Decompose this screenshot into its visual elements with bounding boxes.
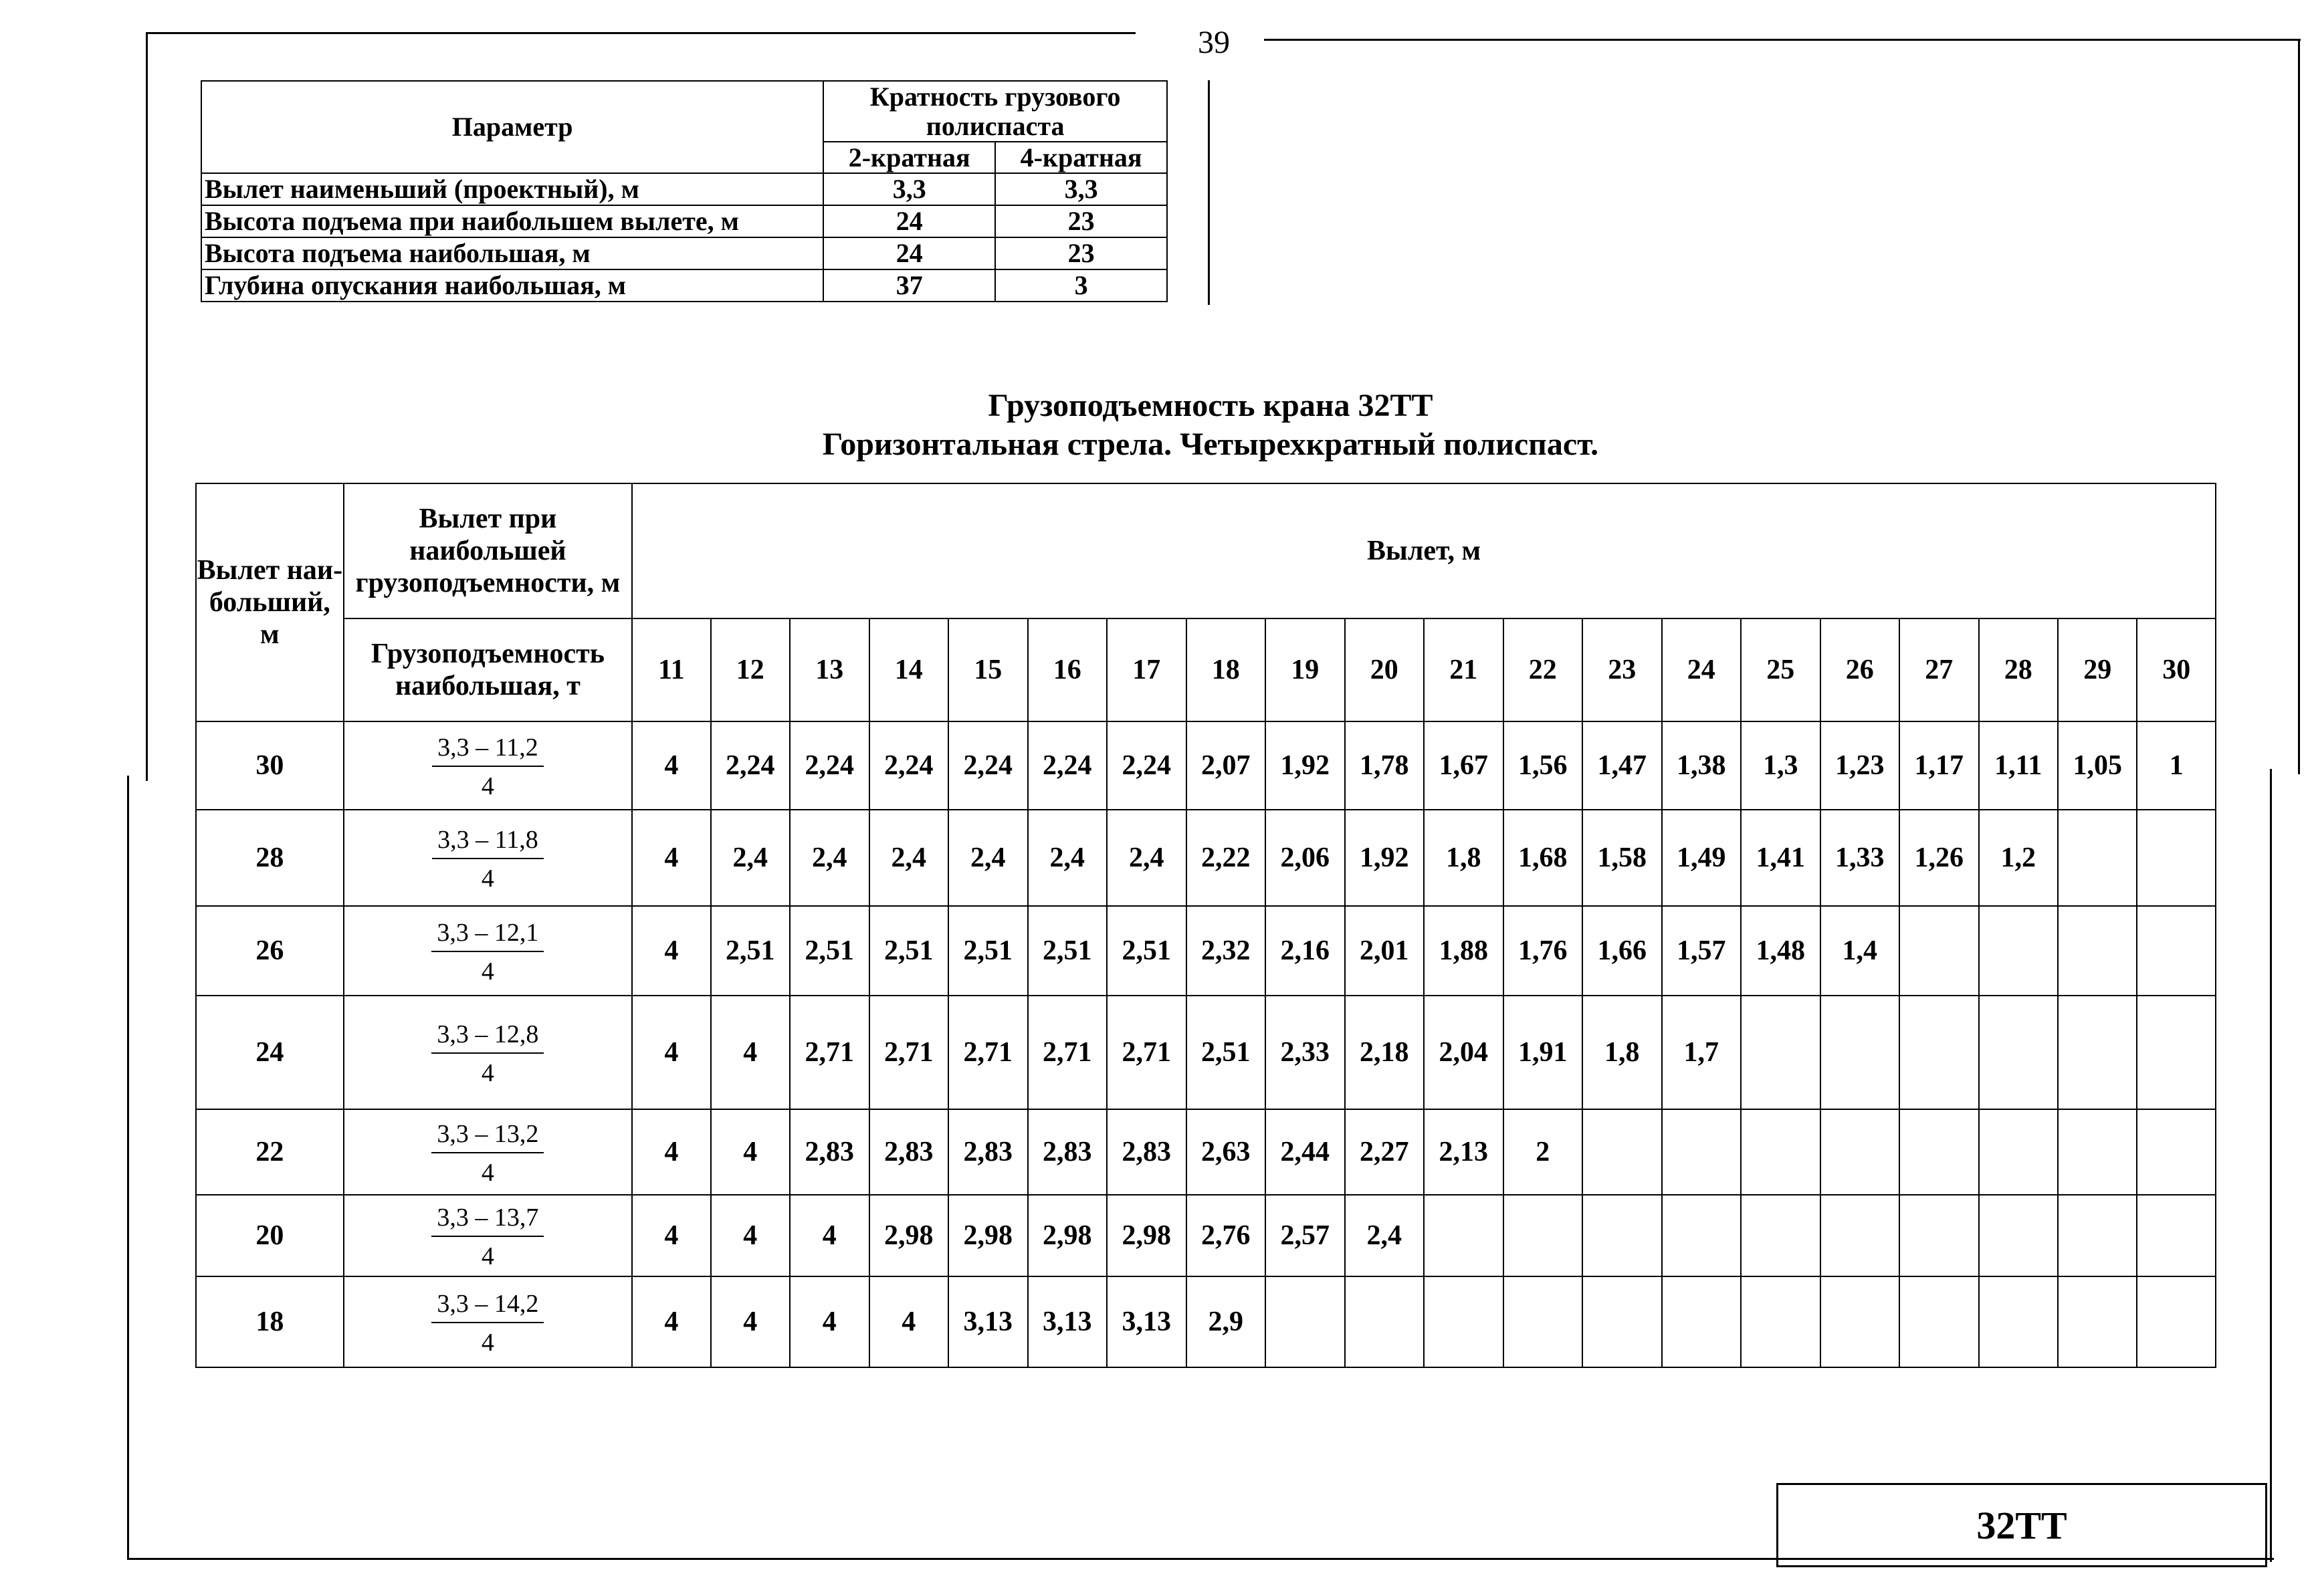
- capacity-value-cell: 2,4: [1107, 810, 1186, 906]
- param-row: [201, 173, 1167, 205]
- capacity-value-cell: 2,4: [1345, 1195, 1425, 1276]
- capacity-fraction-cell: [344, 1195, 632, 1276]
- capacity-value-cell: 2,24: [790, 721, 869, 810]
- fraction-numerator: 3,3 – 11,2: [432, 733, 544, 767]
- capacity-value-cell: 1,92: [1265, 721, 1345, 810]
- capacity-value-cell: 2,51: [790, 906, 869, 996]
- capacity-value-cell: 1,56: [1503, 721, 1583, 810]
- table-row: [196, 906, 2216, 996]
- capacity-value-cell: 1,33: [1820, 810, 1900, 906]
- max-reach-cell: 22: [196, 1109, 344, 1195]
- capacity-value-cell: [1741, 1109, 1820, 1195]
- capacity-value-cell: [1979, 906, 2058, 996]
- capacity-value-cell: 1,57: [1662, 906, 1742, 996]
- capacity-value-cell: [2058, 1195, 2137, 1276]
- reach-column-header: 26: [1820, 618, 1900, 721]
- frame-left-lower: [127, 776, 129, 1559]
- reach-column-header: 15: [948, 618, 1028, 721]
- reach-column-header: 18: [1186, 618, 1266, 721]
- capacity-value-cell: 4: [632, 1109, 710, 1195]
- capacity-value-cell: 2,9: [1186, 1276, 1266, 1367]
- reach-column-header: 11: [632, 618, 710, 721]
- max-reach-cell: 18: [196, 1276, 344, 1367]
- capacity-value-cell: 1,23: [1820, 721, 1900, 810]
- reach-column-header: 27: [1899, 618, 1979, 721]
- capacity-value-cell: 2,24: [869, 721, 949, 810]
- param-value-2x: 37: [823, 269, 995, 302]
- param-value-2x: 24: [823, 205, 995, 237]
- capacity-value-cell: 4: [869, 1276, 949, 1367]
- capacity-value-cell: 2,83: [1028, 1109, 1108, 1195]
- capacity-value-cell: 2,16: [1265, 906, 1345, 996]
- frame-right-upper: [2298, 39, 2300, 774]
- capacity-table: [195, 483, 2216, 1368]
- page-number: 39: [1177, 24, 1251, 61]
- capacity-value-cell: [1503, 1195, 1583, 1276]
- capacity-value-cell: 4: [790, 1276, 869, 1367]
- capacity-value-cell: 2,71: [790, 996, 869, 1109]
- capacity-value-cell: [1503, 1276, 1583, 1367]
- capacity-value-cell: 1,92: [1345, 810, 1425, 906]
- reach-column-header: 24: [1662, 618, 1742, 721]
- reach-column-header: 22: [1503, 618, 1583, 721]
- capacity-value-cell: 2,4: [790, 810, 869, 906]
- capacity-value-cell: 2,24: [1028, 721, 1108, 810]
- capacity-value-cell: 2,51: [1028, 906, 1108, 996]
- fraction-numerator: 3,3 – 13,2: [431, 1120, 544, 1153]
- capacity-value-cell: [1899, 1109, 1979, 1195]
- table-row: [196, 1195, 2216, 1276]
- capacity-value-cell: 1,17: [1899, 721, 1979, 810]
- capacity-value-cell: 4: [711, 996, 791, 1109]
- fraction-denominator: 4: [481, 1242, 494, 1270]
- capacity-value-cell: 2,07: [1186, 721, 1266, 810]
- reach-column-header: 13: [790, 618, 869, 721]
- capacity-fraction: [431, 1020, 544, 1087]
- param-header-name: Параметр: [201, 81, 823, 173]
- header-reach-at-max-capacity: Вылет при наибольшей грузоподъемности, м: [344, 483, 632, 618]
- param-row: [201, 237, 1167, 269]
- capacity-value-cell: 1,68: [1503, 810, 1583, 906]
- capacity-value-cell: 2: [1503, 1109, 1583, 1195]
- capacity-value-cell: 3,13: [948, 1276, 1028, 1367]
- capacity-value-cell: 1,3: [1741, 721, 1820, 810]
- capacity-value-cell: 2,76: [1186, 1195, 1266, 1276]
- capacity-value-cell: 2,27: [1345, 1109, 1425, 1195]
- capacity-value-cell: 2,4: [948, 810, 1028, 906]
- capacity-value-cell: 1,11: [1979, 721, 2058, 810]
- capacity-fraction-cell: [344, 721, 632, 810]
- capacity-value-cell: 1,58: [1582, 810, 1662, 906]
- fraction-denominator: 4: [481, 772, 494, 800]
- capacity-fraction: [432, 733, 544, 800]
- capacity-value-cell: [1424, 1276, 1503, 1367]
- capacity-value-cell: 1,8: [1582, 996, 1662, 1109]
- capacity-value-cell: 2,4: [711, 810, 791, 906]
- param-value-4x: 23: [995, 205, 1167, 237]
- capacity-value-cell: 3,13: [1028, 1276, 1108, 1367]
- table-title: [669, 386, 1752, 464]
- capacity-value-cell: [1582, 1195, 1662, 1276]
- capacity-value-cell: 1,26: [1899, 810, 1979, 906]
- capacity-value-cell: 2,51: [1186, 996, 1266, 1109]
- reach-column-header: 28: [1979, 618, 2058, 721]
- capacity-value-cell: 2,24: [1107, 721, 1186, 810]
- fraction-numerator: 3,3 – 13,7: [431, 1204, 544, 1237]
- param-name: Вылет наименьший (проектный), м: [201, 173, 823, 205]
- capacity-fraction-cell: [344, 1109, 632, 1195]
- capacity-value-cell: 4: [790, 1195, 869, 1276]
- capacity-value-cell: 4: [711, 1109, 791, 1195]
- capacity-fraction: [432, 826, 544, 893]
- capacity-value-cell: 1,4: [1820, 906, 1900, 996]
- max-reach-cell: 28: [196, 810, 344, 906]
- capacity-value-cell: 1,67: [1424, 721, 1503, 810]
- param-header-row: [201, 81, 1167, 142]
- capacity-value-cell: [1899, 996, 1979, 1109]
- param-value-4x: 3,3: [995, 173, 1167, 205]
- table-row: [196, 1276, 2216, 1367]
- capacity-fraction: [431, 1290, 544, 1357]
- reach-column-header: 23: [1582, 618, 1662, 721]
- capacity-value-cell: [1662, 1109, 1742, 1195]
- reach-column-header: 21: [1424, 618, 1503, 721]
- param-header-4x: 4-кратная: [995, 142, 1167, 173]
- capacity-value-cell: [1345, 1276, 1425, 1367]
- capacity-value-cell: 2,04: [1424, 996, 1503, 1109]
- capacity-value-cell: [2058, 906, 2137, 996]
- capacity-value-cell: [1820, 1276, 1900, 1367]
- reach-column-header: 25: [1741, 618, 1820, 721]
- capacity-value-cell: 3,13: [1107, 1276, 1186, 1367]
- capacity-value-cell: 2,22: [1186, 810, 1266, 906]
- capacity-value-cell: [1582, 1109, 1662, 1195]
- capacity-value-cell: 2,71: [869, 996, 949, 1109]
- fraction-denominator: 4: [481, 865, 494, 893]
- table-row: [196, 810, 2216, 906]
- capacity-value-cell: 1,88: [1424, 906, 1503, 996]
- capacity-value-cell: 2,44: [1265, 1109, 1345, 1195]
- frame-left-upper: [146, 32, 148, 781]
- capacity-value-cell: [1979, 1276, 2058, 1367]
- capacity-value-cell: 2,51: [869, 906, 949, 996]
- capacity-value-cell: [2058, 1276, 2137, 1367]
- reach-column-header: 20: [1345, 618, 1425, 721]
- capacity-fraction-cell: [344, 996, 632, 1109]
- capacity-value-cell: [2137, 810, 2216, 906]
- fraction-numerator: 3,3 – 11,8: [432, 826, 544, 859]
- capacity-value-cell: 2,63: [1186, 1109, 1266, 1195]
- capacity-fraction-cell: [344, 810, 632, 906]
- fraction-numerator: 3,3 – 12,1: [431, 919, 544, 952]
- param-name: Высота подъема при наибольшем вылете, м: [201, 205, 823, 237]
- capacity-value-cell: 2,24: [948, 721, 1028, 810]
- capacity-value-cell: [2058, 810, 2137, 906]
- fraction-numerator: 3,3 – 14,2: [431, 1290, 544, 1323]
- capacity-value-cell: 2,83: [1107, 1109, 1186, 1195]
- capacity-value-cell: [1582, 1276, 1662, 1367]
- capacity-value-cell: [1820, 996, 1900, 1109]
- capacity-value-cell: [2058, 996, 2137, 1109]
- capacity-value-cell: [2137, 1276, 2216, 1367]
- capacity-value-cell: [1662, 1276, 1742, 1367]
- capacity-value-cell: 4: [632, 1276, 710, 1367]
- capacity-value-cell: [1662, 1195, 1742, 1276]
- capacity-value-cell: 2,32: [1186, 906, 1266, 996]
- capacity-value-cell: 1,49: [1662, 810, 1742, 906]
- capacity-value-cell: 1,48: [1741, 906, 1820, 996]
- reach-column-header: 16: [1028, 618, 1108, 721]
- max-reach-cell: 24: [196, 996, 344, 1109]
- capacity-value-cell: 4: [711, 1195, 791, 1276]
- capacity-value-cell: 1,66: [1582, 906, 1662, 996]
- capacity-value-cell: 1,05: [2058, 721, 2137, 810]
- capacity-value-cell: 2,24: [711, 721, 791, 810]
- max-reach-cell: 30: [196, 721, 344, 810]
- capacity-value-cell: 2,98: [948, 1195, 1028, 1276]
- capacity-value-cell: 2,83: [948, 1109, 1028, 1195]
- capacity-value-cell: [1741, 1276, 1820, 1367]
- header-max-capacity: Грузоподъемность наибольшая, т: [344, 618, 632, 721]
- capacity-fraction-cell: [344, 1276, 632, 1367]
- capacity-value-cell: 2,06: [1265, 810, 1345, 906]
- capacity-value-cell: 2,51: [1107, 906, 1186, 996]
- capacity-value-cell: [1741, 1195, 1820, 1276]
- frame-top-right: [1264, 39, 2301, 41]
- capacity-value-cell: 2,4: [869, 810, 949, 906]
- capacity-value-cell: [1265, 1276, 1345, 1367]
- capacity-value-cell: 2,71: [948, 996, 1028, 1109]
- capacity-value-cell: [2137, 996, 2216, 1109]
- frame-divider: [1208, 80, 1210, 305]
- capacity-value-cell: 2,57: [1265, 1195, 1345, 1276]
- capacity-value-cell: 4: [632, 721, 710, 810]
- max-reach-cell: 26: [196, 906, 344, 996]
- title-line-1: Грузоподъемность крана 32ТТ: [988, 388, 1433, 423]
- reach-column-header: 30: [2137, 618, 2216, 721]
- frame-right-lower: [2270, 769, 2272, 1562]
- frame-top-left: [146, 32, 1136, 34]
- capacity-value-cell: [1741, 996, 1820, 1109]
- fraction-numerator: 3,3 – 12,8: [431, 1020, 544, 1054]
- capacity-value-cell: [1424, 1195, 1503, 1276]
- capacity-value-cell: 2,83: [869, 1109, 949, 1195]
- capacity-value-cell: 2,4: [1028, 810, 1108, 906]
- fraction-denominator: 4: [481, 1329, 494, 1357]
- capacity-value-cell: 2,33: [1265, 996, 1345, 1109]
- capacity-value-cell: [1820, 1109, 1900, 1195]
- capacity-value-cell: 4: [632, 810, 710, 906]
- table-row: [196, 721, 2216, 810]
- capacity-value-cell: 1: [2137, 721, 2216, 810]
- capacity-value-cell: 1,38: [1662, 721, 1742, 810]
- capacity-value-cell: 4: [632, 906, 710, 996]
- reach-column-header: 17: [1107, 618, 1186, 721]
- capacity-value-cell: 2,71: [1028, 996, 1108, 1109]
- capacity-fraction: [431, 1204, 544, 1270]
- reach-column-header: 12: [711, 618, 791, 721]
- reach-column-header: 14: [869, 618, 949, 721]
- capacity-value-cell: [1820, 1195, 1900, 1276]
- header-max-reach: Вылет наи-больший, м: [196, 483, 344, 721]
- cap-header-row-2: [196, 618, 2216, 721]
- param-value-2x: 24: [823, 237, 995, 269]
- param-row: [201, 269, 1167, 302]
- param-header-multiplicity: Кратность грузового полиспаста: [823, 81, 1167, 142]
- capacity-value-cell: 2,01: [1345, 906, 1425, 996]
- capacity-value-cell: 4: [632, 1195, 710, 1276]
- header-reach: Вылет, м: [632, 483, 2216, 618]
- param-row: [201, 205, 1167, 237]
- cap-header-row-1: [196, 483, 2216, 618]
- capacity-value-cell: 2,71: [1107, 996, 1186, 1109]
- param-value-4x: 23: [995, 237, 1167, 269]
- capacity-value-cell: 2,18: [1345, 996, 1425, 1109]
- capacity-value-cell: [1979, 1109, 2058, 1195]
- capacity-fraction-cell: [344, 906, 632, 996]
- param-value-4x: 3: [995, 269, 1167, 302]
- reach-column-header: 19: [1265, 618, 1345, 721]
- capacity-value-cell: 1,7: [1662, 996, 1742, 1109]
- capacity-value-cell: 2,98: [1107, 1195, 1186, 1276]
- fraction-denominator: 4: [481, 957, 494, 986]
- capacity-value-cell: [2058, 1109, 2137, 1195]
- capacity-value-cell: 4: [711, 1276, 791, 1367]
- capacity-fraction: [431, 1120, 544, 1187]
- capacity-value-cell: 1,91: [1503, 996, 1583, 1109]
- capacity-value-cell: [1979, 1195, 2058, 1276]
- capacity-value-cell: 2,83: [790, 1109, 869, 1195]
- capacity-value-cell: [2137, 1109, 2216, 1195]
- capacity-value-cell: 1,2: [1979, 810, 2058, 906]
- stamp-label: 32ТТ: [1776, 1483, 2267, 1567]
- param-name: Глубина опускания наибольшая, м: [201, 269, 823, 302]
- parameter-table: [201, 80, 1168, 302]
- reach-column-header: 29: [2058, 618, 2137, 721]
- capacity-value-cell: [1899, 906, 1979, 996]
- capacity-value-cell: 2,51: [711, 906, 791, 996]
- capacity-value-cell: [1979, 996, 2058, 1109]
- fraction-denominator: 4: [481, 1159, 494, 1187]
- param-name: Высота подъема наибольшая, м: [201, 237, 823, 269]
- capacity-value-cell: 2,13: [1424, 1109, 1503, 1195]
- param-header-2x: 2-кратная: [823, 142, 995, 173]
- capacity-value-cell: 4: [632, 996, 710, 1109]
- capacity-value-cell: 2,98: [1028, 1195, 1108, 1276]
- table-row: [196, 1109, 2216, 1195]
- capacity-value-cell: [1899, 1195, 1979, 1276]
- capacity-value-cell: 1,41: [1741, 810, 1820, 906]
- capacity-value-cell: [2137, 906, 2216, 996]
- table-row: [196, 996, 2216, 1109]
- max-reach-cell: 20: [196, 1195, 344, 1276]
- capacity-value-cell: 1,8: [1424, 810, 1503, 906]
- param-value-2x: 3,3: [823, 173, 995, 205]
- capacity-fraction: [431, 919, 544, 986]
- capacity-value-cell: 1,76: [1503, 906, 1583, 996]
- fraction-denominator: 4: [481, 1059, 494, 1087]
- capacity-value-cell: 2,51: [948, 906, 1028, 996]
- capacity-value-cell: [2137, 1195, 2216, 1276]
- capacity-value-cell: 1,78: [1345, 721, 1425, 810]
- capacity-value-cell: 1,47: [1582, 721, 1662, 810]
- capacity-value-cell: 2,98: [869, 1195, 949, 1276]
- title-line-2: Горизонтальная стрела. Четырехкратный полиспаст.: [822, 427, 1599, 462]
- capacity-value-cell: [1899, 1276, 1979, 1367]
